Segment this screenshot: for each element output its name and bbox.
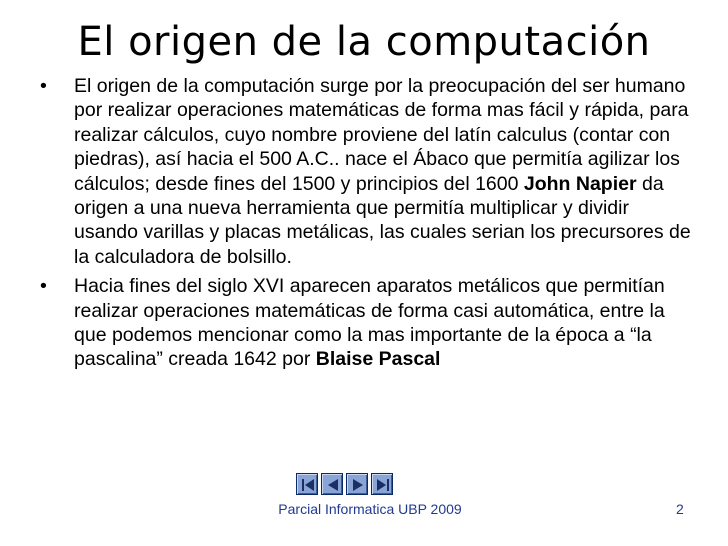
bullet-dot: •: [40, 275, 47, 298]
footer-text: Parcial Informatica UBP 2009: [278, 501, 462, 517]
page-number: 2: [676, 501, 684, 517]
bold-name: Blaise Pascal: [315, 348, 441, 371]
slide-title: El origen de la computación: [77, 19, 651, 65]
first-slide-icon: [297, 474, 319, 496]
previous-slide-button[interactable]: [321, 473, 343, 495]
next-slide-button[interactable]: [346, 473, 368, 495]
bullet-dot: •: [40, 75, 47, 97]
bold-name: John Napier: [523, 172, 637, 195]
last-slide-icon: [372, 474, 394, 496]
next-slide-icon: [347, 474, 369, 496]
bullet-text: da origen a una nueva herramienta que permitía multiplicar y dividir usando varillas y placas metálicas, las cuales serian los precursores de la calculadora de bolsillo.: [74, 172, 691, 268]
bullet-item: [34, 74, 694, 269]
previous-slide-icon: [322, 474, 344, 496]
first-slide-button[interactable]: [296, 473, 318, 495]
slide-navigation: [296, 473, 393, 497]
last-slide-button[interactable]: [371, 473, 393, 495]
bullet-text: El origen de la computación surge por la preocupación del ser humano por realizar operaciones matemáticas de forma mas fácil y rápida, para realizar cálculos, cuyo nombre proviene del latín calculus (contar con piedras), así hacia el 500 A.C.. nace el Ábaco que permitía agilizar los cálculos; desde fines del 1500 y principios del 1600: [74, 75, 689, 195]
bullet-item: [34, 274, 694, 372]
slide-content: [34, 74, 694, 377]
bullet-text: Hacia fines del siglo XVI aparecen aparatos metálicos que permitían realizar operaciones matemáticas de forma casi automática, entre la que podemos mencionar como la mas importante de la época a “la pascalina” creada 1642 por: [74, 275, 665, 371]
